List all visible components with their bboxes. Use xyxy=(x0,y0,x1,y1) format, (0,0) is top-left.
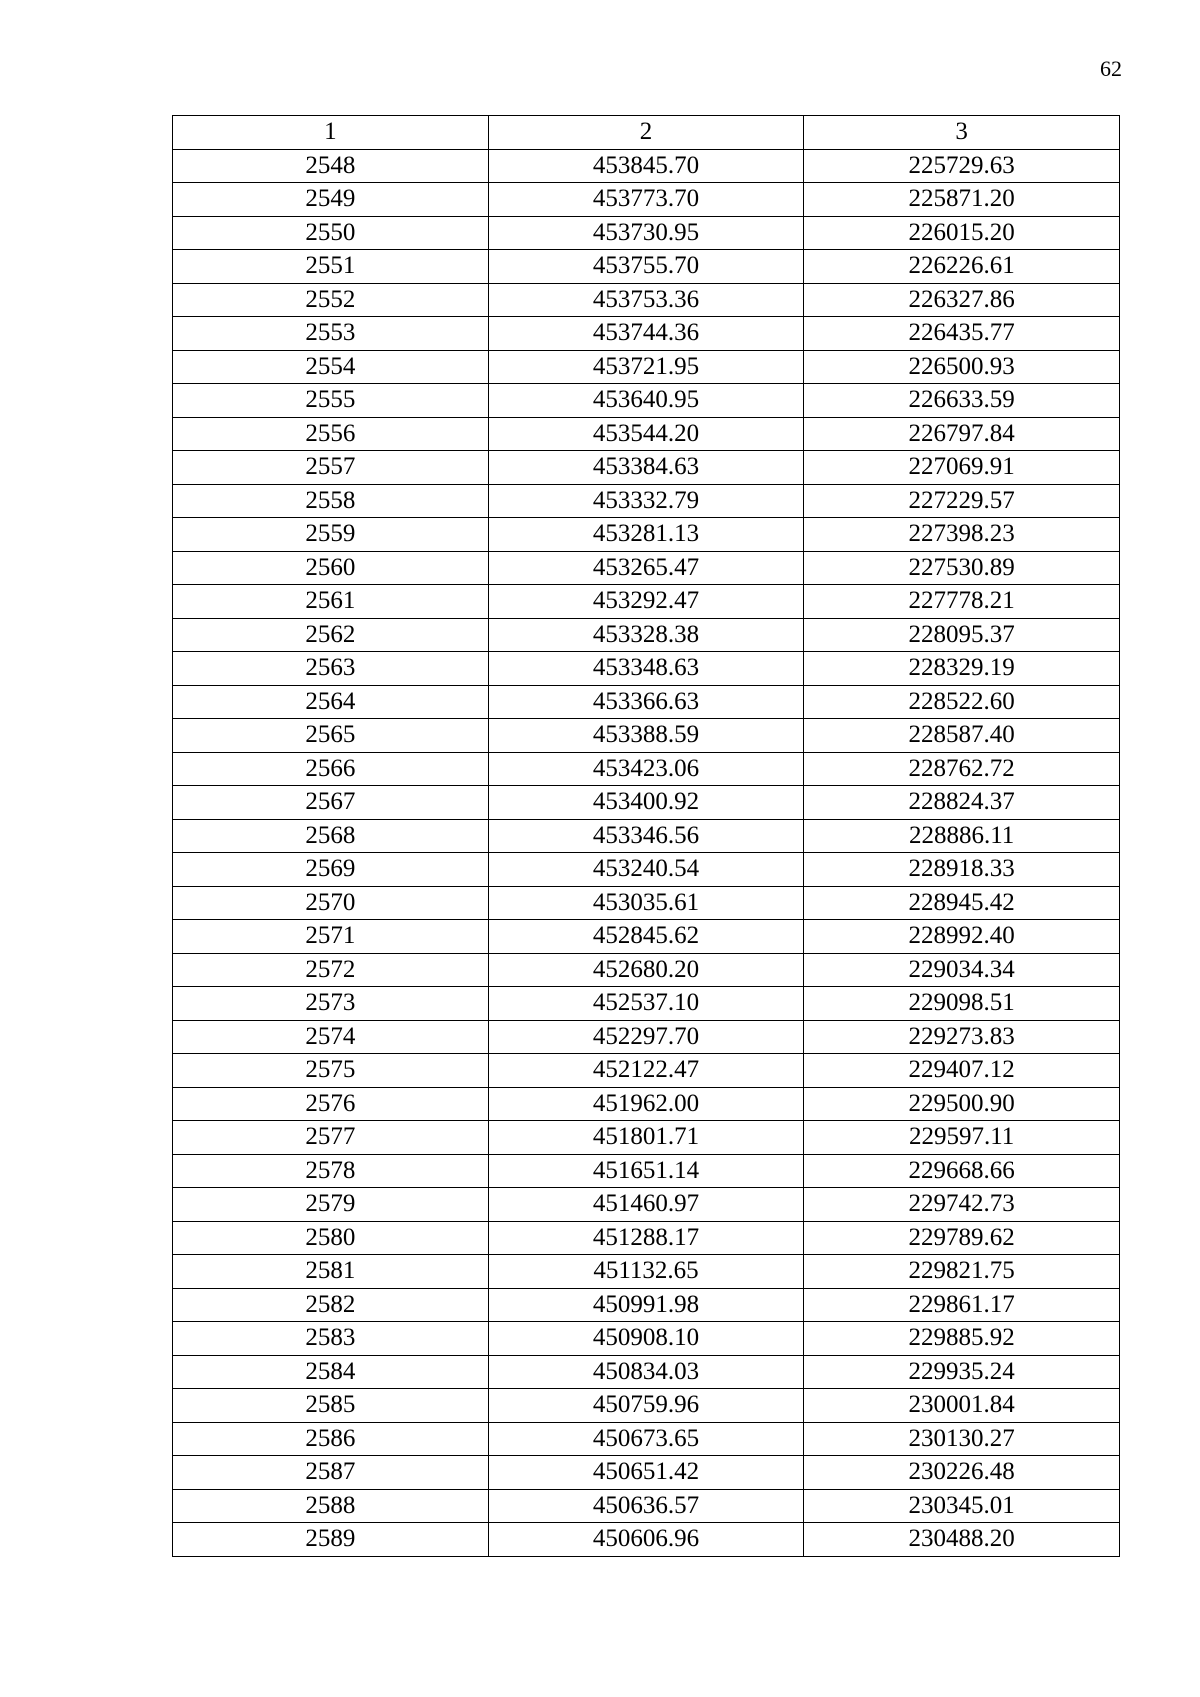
y-coordinate-cell: 229407.12 xyxy=(804,1054,1120,1088)
x-coordinate-cell: 450991.98 xyxy=(488,1288,804,1322)
point-number-cell: 2562 xyxy=(173,618,489,652)
x-coordinate-cell: 453348.63 xyxy=(488,652,804,686)
x-coordinate-cell: 450636.57 xyxy=(488,1489,804,1523)
x-coordinate-cell: 451962.00 xyxy=(488,1087,804,1121)
y-coordinate-cell: 226327.86 xyxy=(804,283,1120,317)
x-coordinate-cell: 453332.79 xyxy=(488,484,804,518)
x-coordinate-cell: 451651.14 xyxy=(488,1154,804,1188)
table-row xyxy=(173,685,1120,719)
table-row xyxy=(173,1154,1120,1188)
point-number-cell: 2561 xyxy=(173,585,489,619)
x-coordinate-cell: 453640.95 xyxy=(488,384,804,418)
y-coordinate-cell: 228945.42 xyxy=(804,886,1120,920)
column-header-2: 2 xyxy=(488,116,804,150)
point-number-cell: 2552 xyxy=(173,283,489,317)
point-number-cell: 2567 xyxy=(173,786,489,820)
point-number-cell: 2558 xyxy=(173,484,489,518)
x-coordinate-cell: 452680.20 xyxy=(488,953,804,987)
point-number-cell: 2574 xyxy=(173,1020,489,1054)
x-coordinate-cell: 453544.20 xyxy=(488,417,804,451)
table-row xyxy=(173,149,1120,183)
x-coordinate-cell: 453346.56 xyxy=(488,819,804,853)
x-coordinate-cell: 453744.36 xyxy=(488,317,804,351)
y-coordinate-cell: 229098.51 xyxy=(804,987,1120,1021)
point-number-cell: 2553 xyxy=(173,317,489,351)
x-coordinate-cell: 453845.70 xyxy=(488,149,804,183)
y-coordinate-cell: 229597.11 xyxy=(804,1121,1120,1155)
table-row xyxy=(173,1389,1120,1423)
x-coordinate-cell: 453755.70 xyxy=(488,250,804,284)
point-number-cell: 2568 xyxy=(173,819,489,853)
table-row xyxy=(173,1523,1120,1557)
y-coordinate-cell: 230001.84 xyxy=(804,1389,1120,1423)
x-coordinate-cell: 453423.06 xyxy=(488,752,804,786)
table-row xyxy=(173,1188,1120,1222)
coordinates-table xyxy=(172,115,1120,1557)
x-coordinate-cell: 453292.47 xyxy=(488,585,804,619)
table-header-row xyxy=(173,116,1120,150)
y-coordinate-cell: 227530.89 xyxy=(804,551,1120,585)
y-coordinate-cell: 228329.19 xyxy=(804,652,1120,686)
table-row xyxy=(173,886,1120,920)
y-coordinate-cell: 228918.33 xyxy=(804,853,1120,887)
x-coordinate-cell: 450834.03 xyxy=(488,1355,804,1389)
y-coordinate-cell: 230345.01 xyxy=(804,1489,1120,1523)
table-row xyxy=(173,1121,1120,1155)
point-number-cell: 2556 xyxy=(173,417,489,451)
point-number-cell: 2573 xyxy=(173,987,489,1021)
y-coordinate-cell: 228762.72 xyxy=(804,752,1120,786)
y-coordinate-cell: 226500.93 xyxy=(804,350,1120,384)
x-coordinate-cell: 453721.95 xyxy=(488,350,804,384)
point-number-cell: 2565 xyxy=(173,719,489,753)
y-coordinate-cell: 226435.77 xyxy=(804,317,1120,351)
table-row xyxy=(173,752,1120,786)
table-row xyxy=(173,786,1120,820)
y-coordinate-cell: 228522.60 xyxy=(804,685,1120,719)
y-coordinate-cell: 227778.21 xyxy=(804,585,1120,619)
table-row xyxy=(173,417,1120,451)
y-coordinate-cell: 228886.11 xyxy=(804,819,1120,853)
x-coordinate-cell: 451460.97 xyxy=(488,1188,804,1222)
point-number-cell: 2578 xyxy=(173,1154,489,1188)
point-number-cell: 2557 xyxy=(173,451,489,485)
table-row xyxy=(173,853,1120,887)
x-coordinate-cell: 453400.92 xyxy=(488,786,804,820)
y-coordinate-cell: 229742.73 xyxy=(804,1188,1120,1222)
point-number-cell: 2566 xyxy=(173,752,489,786)
point-number-cell: 2589 xyxy=(173,1523,489,1557)
y-coordinate-cell: 228095.37 xyxy=(804,618,1120,652)
point-number-cell: 2582 xyxy=(173,1288,489,1322)
point-number-cell: 2581 xyxy=(173,1255,489,1289)
point-number-cell: 2554 xyxy=(173,350,489,384)
y-coordinate-cell: 227229.57 xyxy=(804,484,1120,518)
x-coordinate-cell: 452122.47 xyxy=(488,1054,804,1088)
table-row xyxy=(173,518,1120,552)
y-coordinate-cell: 226797.84 xyxy=(804,417,1120,451)
table-body xyxy=(173,116,1120,1557)
point-number-cell: 2548 xyxy=(173,149,489,183)
table-row xyxy=(173,183,1120,217)
column-header-3: 3 xyxy=(804,116,1120,150)
table-row xyxy=(173,1355,1120,1389)
table-row xyxy=(173,1087,1120,1121)
table-row xyxy=(173,1422,1120,1456)
y-coordinate-cell: 227069.91 xyxy=(804,451,1120,485)
point-number-cell: 2555 xyxy=(173,384,489,418)
x-coordinate-cell: 453366.63 xyxy=(488,685,804,719)
table-row xyxy=(173,585,1120,619)
table-row xyxy=(173,618,1120,652)
point-number-cell: 2572 xyxy=(173,953,489,987)
point-number-cell: 2551 xyxy=(173,250,489,284)
point-number-cell: 2559 xyxy=(173,518,489,552)
table-row xyxy=(173,216,1120,250)
x-coordinate-cell: 453240.54 xyxy=(488,853,804,887)
y-coordinate-cell: 226015.20 xyxy=(804,216,1120,250)
table-row xyxy=(173,1456,1120,1490)
table-row xyxy=(173,1489,1120,1523)
x-coordinate-cell: 450908.10 xyxy=(488,1322,804,1356)
y-coordinate-cell: 229885.92 xyxy=(804,1322,1120,1356)
y-coordinate-cell: 229273.83 xyxy=(804,1020,1120,1054)
table-row xyxy=(173,451,1120,485)
y-coordinate-cell: 227398.23 xyxy=(804,518,1120,552)
table-row xyxy=(173,484,1120,518)
table-row xyxy=(173,1054,1120,1088)
table-row xyxy=(173,551,1120,585)
point-number-cell: 2571 xyxy=(173,920,489,954)
y-coordinate-cell: 229935.24 xyxy=(804,1355,1120,1389)
page-number: 62 xyxy=(1100,56,1122,81)
y-coordinate-cell: 225729.63 xyxy=(804,149,1120,183)
point-number-cell: 2575 xyxy=(173,1054,489,1088)
table-row xyxy=(173,317,1120,351)
y-coordinate-cell: 229789.62 xyxy=(804,1221,1120,1255)
y-coordinate-cell: 225871.20 xyxy=(804,183,1120,217)
table-row xyxy=(173,1322,1120,1356)
table-row xyxy=(173,1020,1120,1054)
table-row xyxy=(173,384,1120,418)
point-number-cell: 2587 xyxy=(173,1456,489,1490)
point-number-cell: 2550 xyxy=(173,216,489,250)
table-row xyxy=(173,1288,1120,1322)
table-row xyxy=(173,350,1120,384)
x-coordinate-cell: 450651.42 xyxy=(488,1456,804,1490)
x-coordinate-cell: 451132.65 xyxy=(488,1255,804,1289)
y-coordinate-cell: 229821.75 xyxy=(804,1255,1120,1289)
point-number-cell: 2584 xyxy=(173,1355,489,1389)
y-coordinate-cell: 229861.17 xyxy=(804,1288,1120,1322)
column-header-1: 1 xyxy=(173,116,489,150)
x-coordinate-cell: 452297.70 xyxy=(488,1020,804,1054)
y-coordinate-cell: 230130.27 xyxy=(804,1422,1120,1456)
x-coordinate-cell: 452537.10 xyxy=(488,987,804,1021)
x-coordinate-cell: 451288.17 xyxy=(488,1221,804,1255)
table-row xyxy=(173,953,1120,987)
x-coordinate-cell: 453753.36 xyxy=(488,283,804,317)
x-coordinate-cell: 453773.70 xyxy=(488,183,804,217)
point-number-cell: 2563 xyxy=(173,652,489,686)
point-number-cell: 2560 xyxy=(173,551,489,585)
y-coordinate-cell: 229668.66 xyxy=(804,1154,1120,1188)
point-number-cell: 2564 xyxy=(173,685,489,719)
point-number-cell: 2583 xyxy=(173,1322,489,1356)
y-coordinate-cell: 229034.34 xyxy=(804,953,1120,987)
y-coordinate-cell: 226633.59 xyxy=(804,384,1120,418)
table-row xyxy=(173,250,1120,284)
point-number-cell: 2579 xyxy=(173,1188,489,1222)
y-coordinate-cell: 228824.37 xyxy=(804,786,1120,820)
y-coordinate-cell: 228992.40 xyxy=(804,920,1120,954)
x-coordinate-cell: 453730.95 xyxy=(488,216,804,250)
table-row xyxy=(173,1255,1120,1289)
x-coordinate-cell: 453328.38 xyxy=(488,618,804,652)
x-coordinate-cell: 450673.65 xyxy=(488,1422,804,1456)
x-coordinate-cell: 451801.71 xyxy=(488,1121,804,1155)
table-row xyxy=(173,987,1120,1021)
y-coordinate-cell: 230488.20 xyxy=(804,1523,1120,1557)
x-coordinate-cell: 453281.13 xyxy=(488,518,804,552)
table-row xyxy=(173,719,1120,753)
x-coordinate-cell: 453265.47 xyxy=(488,551,804,585)
point-number-cell: 2588 xyxy=(173,1489,489,1523)
table-row xyxy=(173,283,1120,317)
y-coordinate-cell: 228587.40 xyxy=(804,719,1120,753)
point-number-cell: 2570 xyxy=(173,886,489,920)
x-coordinate-cell: 452845.62 xyxy=(488,920,804,954)
point-number-cell: 2576 xyxy=(173,1087,489,1121)
x-coordinate-cell: 453035.61 xyxy=(488,886,804,920)
x-coordinate-cell: 450606.96 xyxy=(488,1523,804,1557)
y-coordinate-cell: 226226.61 xyxy=(804,250,1120,284)
x-coordinate-cell: 453384.63 xyxy=(488,451,804,485)
table-row xyxy=(173,652,1120,686)
table-row xyxy=(173,920,1120,954)
point-number-cell: 2549 xyxy=(173,183,489,217)
point-number-cell: 2586 xyxy=(173,1422,489,1456)
point-number-cell: 2577 xyxy=(173,1121,489,1155)
point-number-cell: 2569 xyxy=(173,853,489,887)
point-number-cell: 2580 xyxy=(173,1221,489,1255)
table-row xyxy=(173,819,1120,853)
y-coordinate-cell: 230226.48 xyxy=(804,1456,1120,1490)
y-coordinate-cell: 229500.90 xyxy=(804,1087,1120,1121)
point-number-cell: 2585 xyxy=(173,1389,489,1423)
table-row xyxy=(173,1221,1120,1255)
x-coordinate-cell: 453388.59 xyxy=(488,719,804,753)
x-coordinate-cell: 450759.96 xyxy=(488,1389,804,1423)
